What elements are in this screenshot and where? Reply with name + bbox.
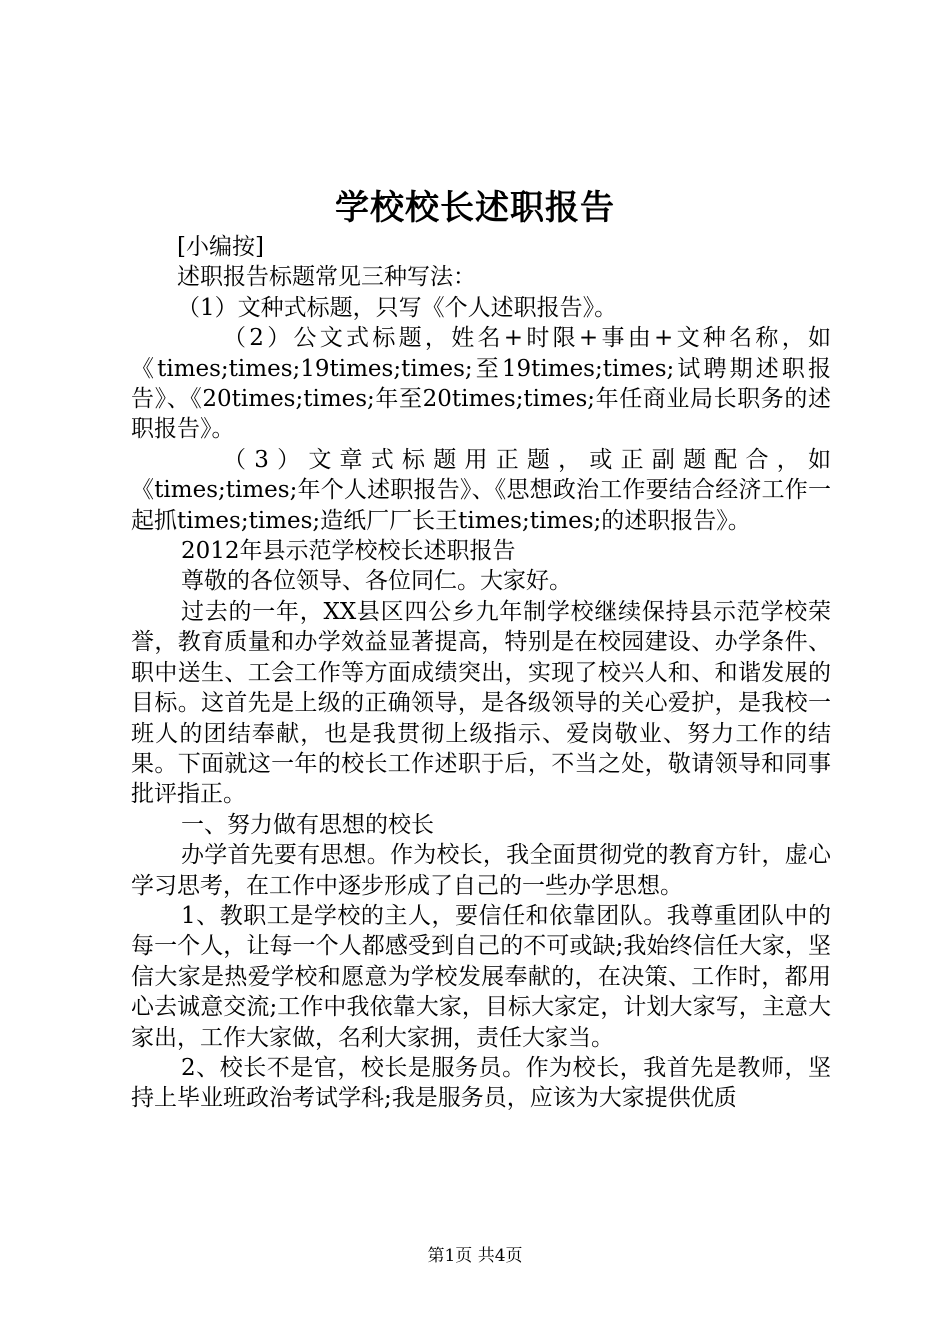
document-title: 学校校长述职报告 — [335, 188, 615, 228]
section-heading-1: 一、努力做有思想的校长 — [181, 811, 434, 838]
paragraph-format-2: （2）公文式标题，姓名+时限+事由+文种名称，如《times;times;19times;times;至19times;times;试聘期述职报告》、《20times;times;年至20times;times;年任商业局长职务的述职报告》。 — [131, 325, 831, 443]
paragraph-format-3: （3）文章式标题用正题，或正副题配合，如《times;times;年个人述职报告》、《思想政治工作要结合经济工作一起抓times;times;造纸厂厂长王times;times;的述职报告》。 — [131, 446, 831, 534]
paragraph-point-2: 2、校长不是官，校长是服务员。作为校长，我首先是教师，坚持上毕业班政治考试学科;我是服务员，应该为大家提供优质 — [131, 1054, 831, 1112]
page-footer: 第1页 共4页 — [427, 1246, 523, 1266]
paragraph-point-1: 1、教职工是学校的主人，要信任和依靠团队。我尊重团队中的每一个人，让每一个人都感受到自己的不可或缺;我始终信任大家，坚信大家是热爱学校和愿意为学校发展奉献的，在决策、工作时，都用心去诚意交流;工作中我依靠大家，目标大家定，计划大家写，主意大家出，工作大家做，名利大家拥，责任大家当。 — [131, 902, 831, 1051]
paragraph-overview: 过去的一年，XX县区四公乡九年制学校继续保持县示范学校荣誉，教育质量和办学效益显著提高，特别是在校园建设、办学条件、职中送生、工会工作等方面成绩突出，实现了校兴人和、和谐发展的目标。这首先是上级的正确领导，是各级领导的关心爱护，是我校一班人的团结奉献，也是我贯彻上级指示、爱岗敬业、努力工作的结果。下面就这一年的校长工作述职于后，不当之处，敬请领导和同事批评指正。 — [131, 598, 831, 808]
paragraph-greeting: 尊敬的各位领导、各位同仁。大家好。 — [181, 568, 572, 595]
paragraph-intro: 述职报告标题常见三种写法： — [177, 264, 476, 291]
document-body — [131, 232, 831, 1114]
paragraph-format-1: （1）文种式标题，只写《个人述职报告》。 — [177, 294, 618, 321]
report-subtitle: 2012年县示范学校校长述职报告 — [181, 538, 516, 565]
paragraph-thinking: 办学首先要有思想。作为校长，我全面贯彻党的教育方针，虚心学习思考，在工作中逐步形成了自己的一些办学思想。 — [131, 842, 831, 899]
paragraph-editor-note: [小编按] — [177, 234, 264, 260]
